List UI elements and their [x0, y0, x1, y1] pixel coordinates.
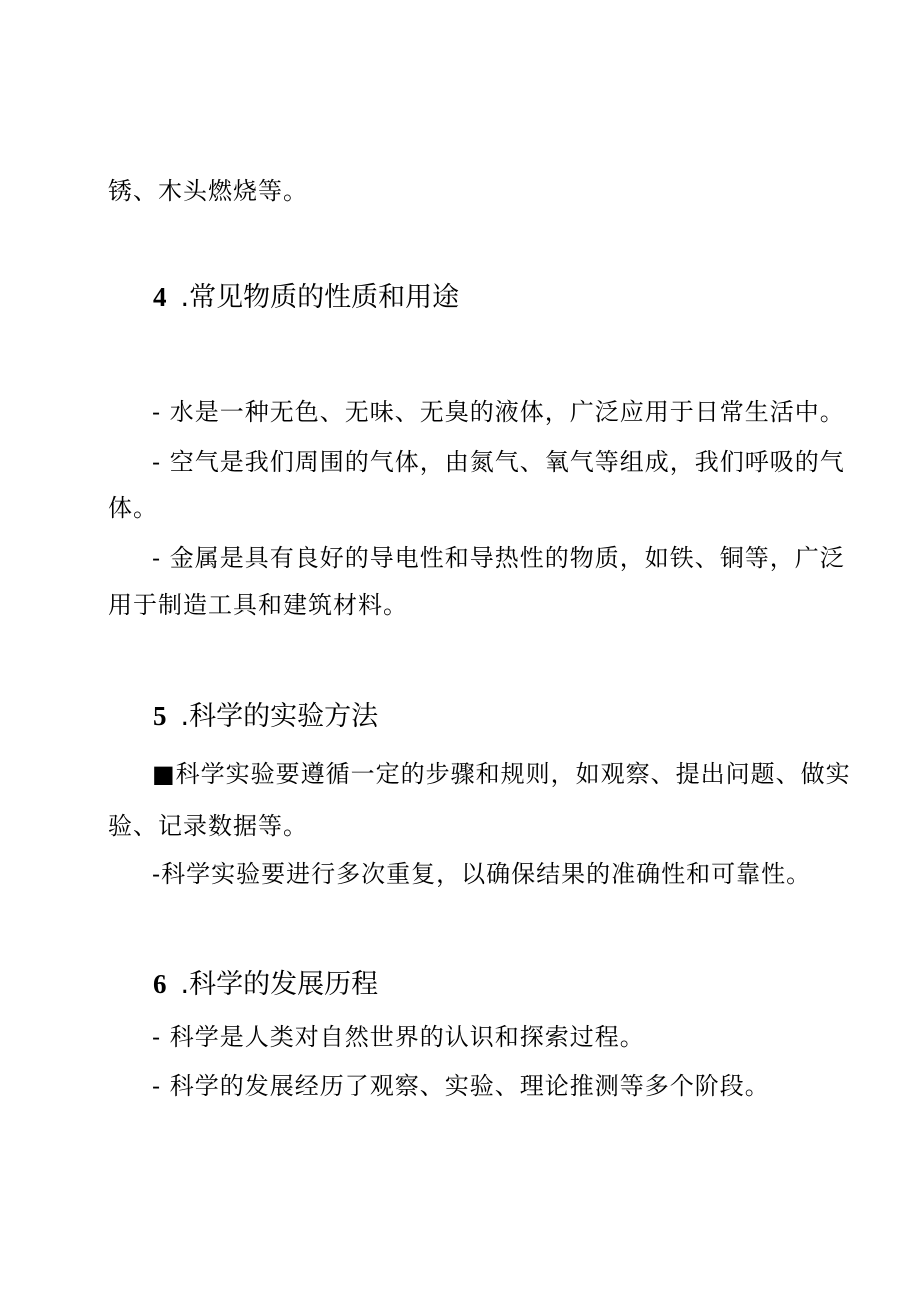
- section-6-line-2: - 科学的发展经历了观察、实验、理论推测等多个阶段。: [152, 1072, 770, 1100]
- section-4-line-2: - 空气是我们周围的气体，由氮气、氧气等组成，我们呼吸的气: [152, 448, 845, 476]
- section-4-line-1: - 水是一种无色、无味、无臭的液体，广泛应用于日常生活中。: [152, 398, 845, 426]
- section-4-line-4: - 金属是具有良好的导电性和导热性的物质，如铁、铜等，广泛: [152, 544, 845, 572]
- section-number: 5: [153, 701, 167, 731]
- section-title: .科学的发展历程: [180, 969, 379, 1000]
- section-4-line-5: 用于制造工具和建筑材料。: [108, 591, 408, 619]
- section-heading-4: [153, 280, 459, 315]
- section-heading-5: [153, 699, 378, 734]
- section-4-line-3: 体。: [108, 494, 158, 522]
- section-title: .常见物质的性质和用途: [180, 282, 460, 313]
- section-heading-6: [153, 967, 378, 1002]
- section-5-line-3: -科学实验要进行多次重复，以确保结果的准确性和可靠性。: [152, 860, 812, 888]
- section-5-line-1: ■科学实验要遵循一定的步骤和规则，如观察、提出问题、做实: [152, 760, 851, 788]
- section-title: .科学的实验方法: [180, 701, 379, 732]
- section-number: 6: [153, 969, 167, 999]
- section-6-line-1: - 科学是人类对自然世界的认识和探索过程。: [152, 1023, 645, 1051]
- continuation-line: 锈、木头燃烧等。: [108, 177, 308, 205]
- section-5-line-2: 验、记录数据等。: [108, 812, 308, 840]
- section-number: 4: [153, 282, 167, 312]
